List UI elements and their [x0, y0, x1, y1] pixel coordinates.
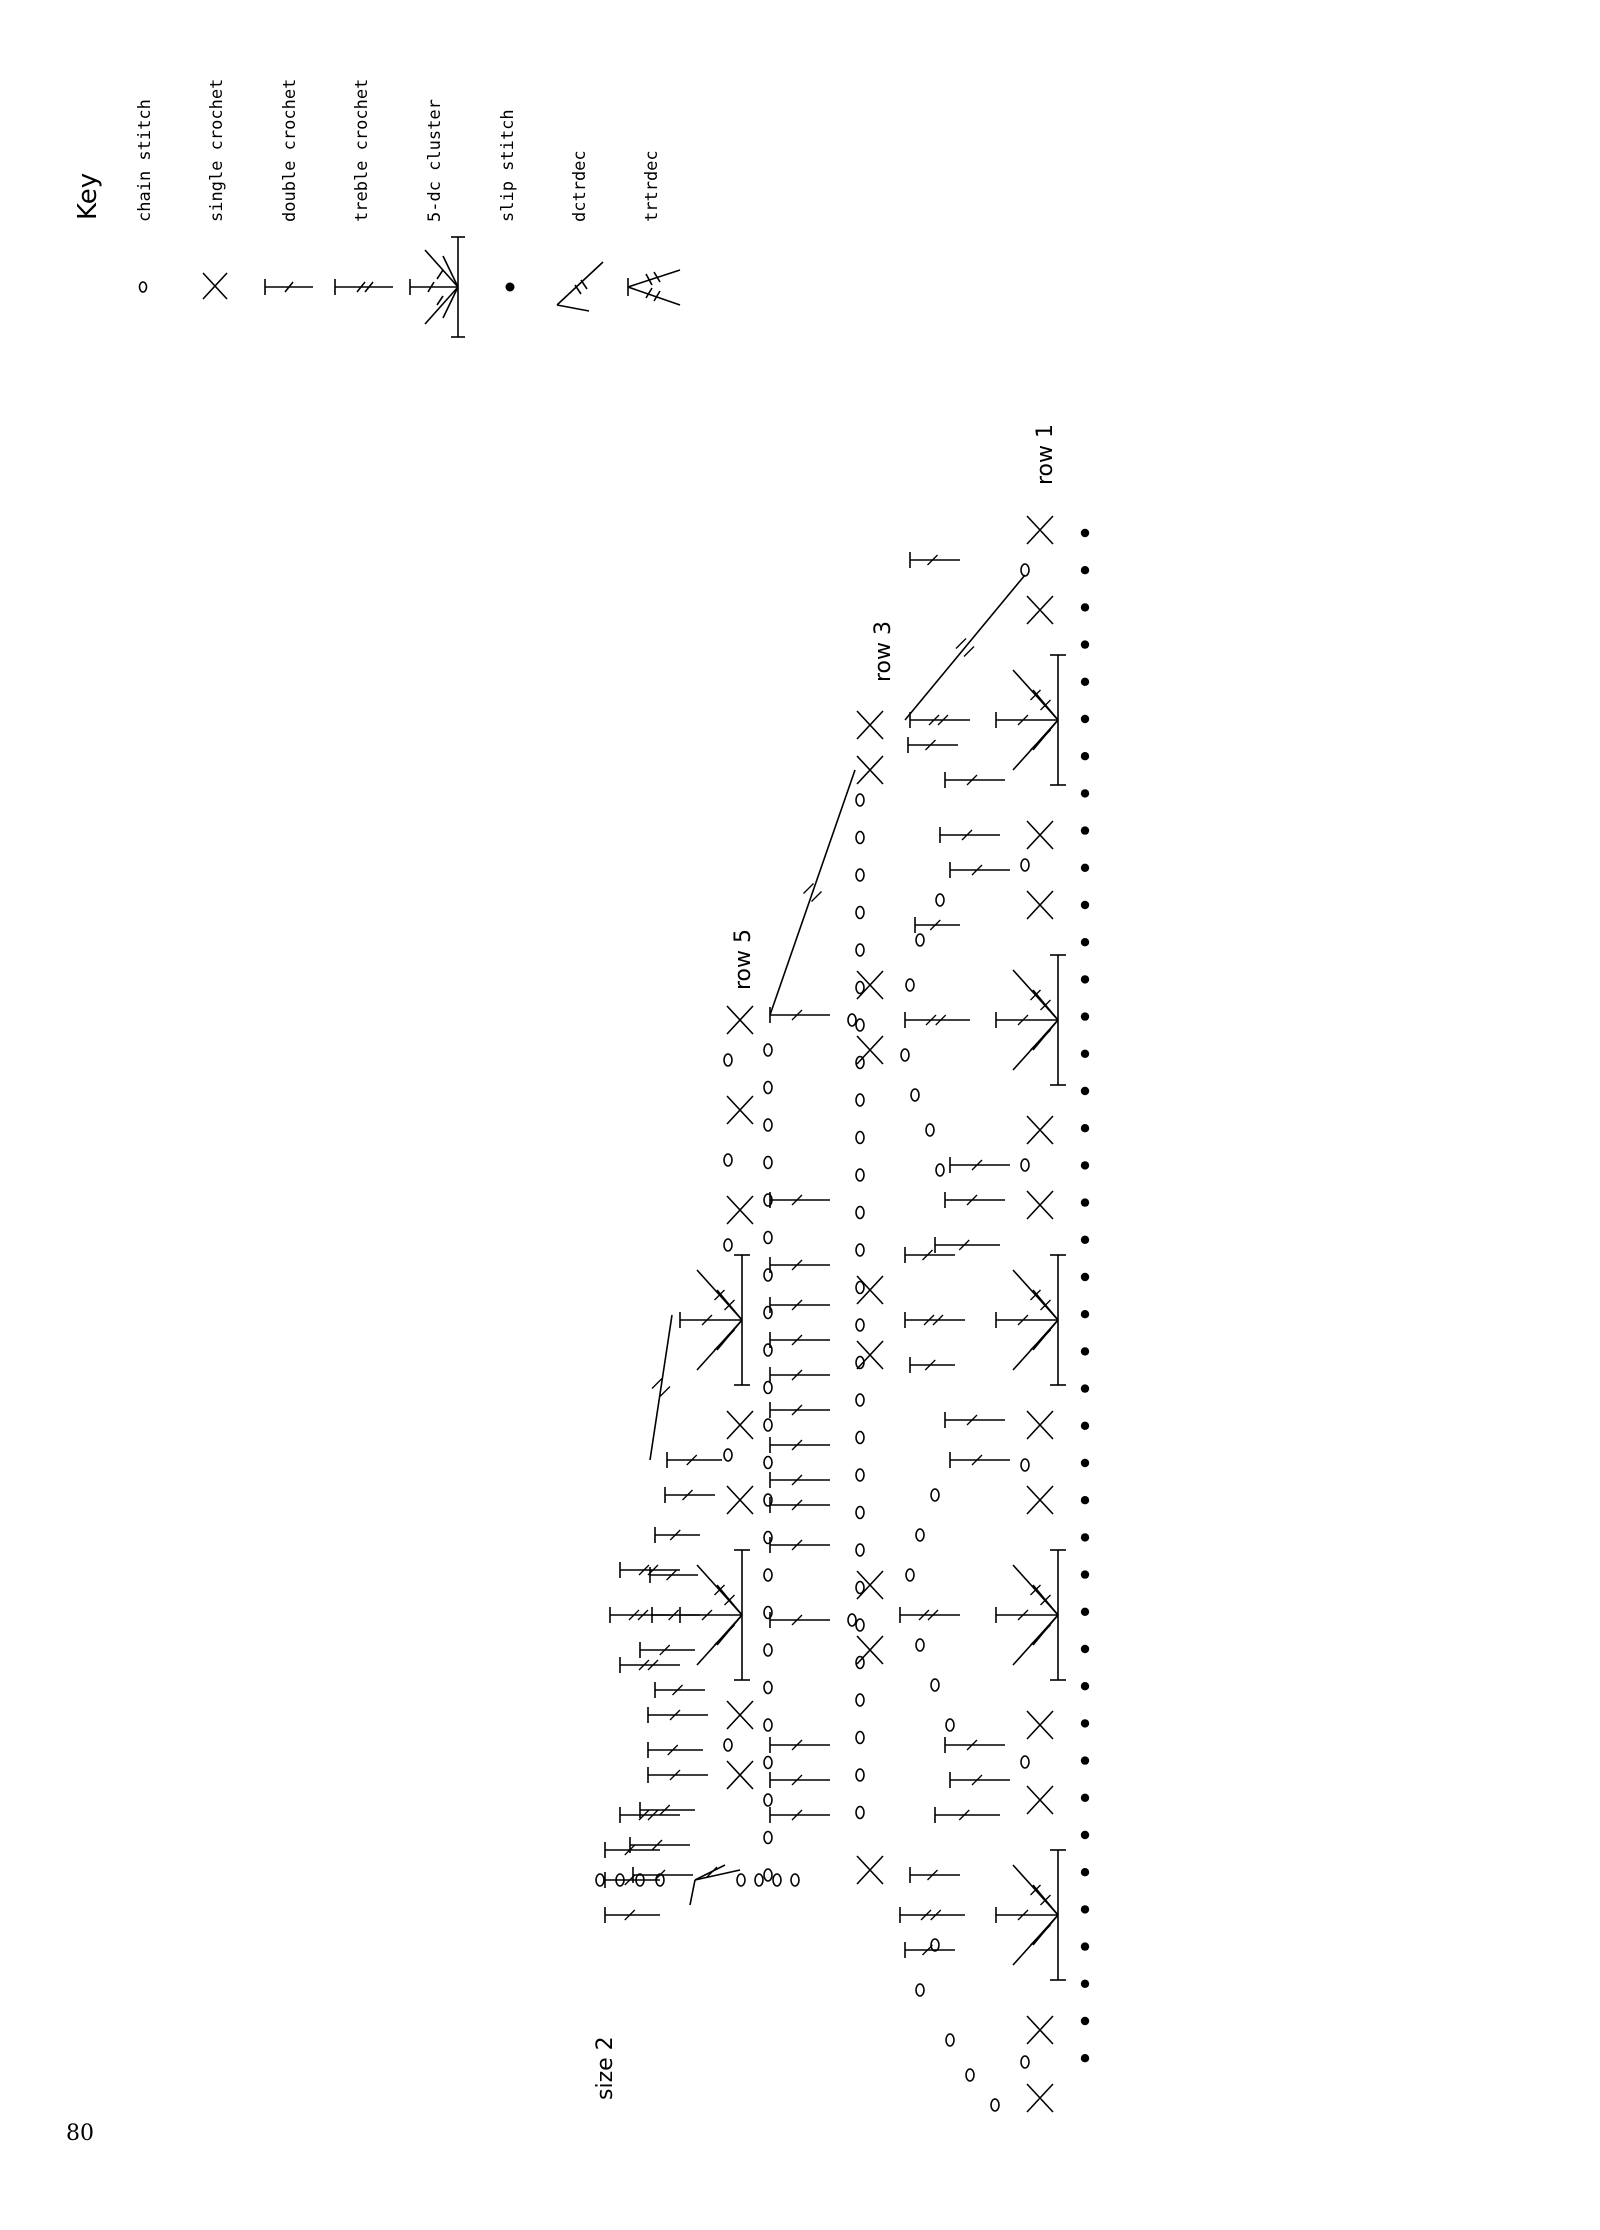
slip-stitch-mark	[1081, 529, 1089, 537]
chain-stitch-mark	[1021, 564, 1029, 576]
chain-stitch-mark	[906, 1569, 914, 1581]
double-crochet-mark	[770, 1537, 830, 1553]
chain-stitch-mark	[724, 1054, 732, 1066]
chain-stitch-mark	[1021, 1159, 1029, 1171]
slip-stitch-mark	[1081, 1756, 1089, 1764]
chain-stitch-mark	[764, 1157, 772, 1169]
chain-stitch-mark	[856, 1807, 864, 1819]
slip-stitch-mark	[1081, 826, 1089, 834]
double-crochet-mark	[908, 737, 958, 753]
chain-stitch-mark	[755, 1874, 763, 1886]
decrease-stroke	[650, 1315, 672, 1460]
chain-stitch-mark	[724, 1239, 732, 1251]
double-crochet-mark	[950, 1772, 1010, 1788]
treble-crochet-mark	[905, 1312, 965, 1328]
slip-stitch-mark	[1081, 1198, 1089, 1206]
chain-stitch-mark	[764, 1794, 772, 1806]
key-slip-icon	[506, 283, 515, 292]
single-crochet-mark	[1027, 891, 1053, 919]
single-crochet-mark	[1027, 1191, 1053, 1219]
cluster-mark	[996, 655, 1066, 785]
stitch-tick	[1031, 1340, 1041, 1350]
single-crochet-mark	[727, 1411, 753, 1439]
chain-stitch-mark	[916, 1984, 924, 1996]
slip-stitch-mark	[1081, 1942, 1089, 1950]
single-crochet-mark	[1027, 2084, 1053, 2112]
stitch-tick	[1031, 1040, 1041, 1050]
chain-stitch-mark	[856, 944, 864, 956]
chain-stitch-mark	[856, 1694, 864, 1706]
single-crochet-mark	[1027, 2016, 1053, 2044]
slip-stitch-mark	[1081, 1794, 1089, 1802]
chain-stitch-mark	[724, 1154, 732, 1166]
chain-stitch-mark	[764, 1082, 772, 1094]
slip-stitch-mark	[1081, 864, 1089, 872]
slip-stitch-mark	[1081, 1496, 1089, 1504]
slip-stitch-mark	[1081, 789, 1089, 797]
slip-stitch-mark	[1081, 1273, 1089, 1281]
stitch-tick	[725, 1330, 735, 1340]
chain-stitch-mark	[856, 1619, 864, 1631]
chain-stitch-mark	[764, 1832, 772, 1844]
decrease-mark	[690, 1865, 740, 1905]
single-crochet-mark	[727, 1196, 753, 1224]
chain-stitch-mark	[848, 1614, 856, 1626]
double-crochet-mark	[770, 1612, 830, 1628]
key-label-chain: chain stitch	[135, 99, 155, 222]
double-crochet-mark	[770, 1772, 830, 1788]
chain-stitch-mark	[856, 794, 864, 806]
stitch-stroke	[905, 575, 1025, 720]
chain-stitch-mark	[856, 907, 864, 919]
single-crochet-mark	[857, 1571, 883, 1599]
slip-stitch-mark	[1081, 678, 1089, 686]
chain-stitch-mark	[856, 1057, 864, 1069]
double-crochet-mark	[770, 1257, 830, 1273]
double-crochet-mark	[655, 1527, 700, 1543]
single-crochet-mark	[1027, 1786, 1053, 1814]
chain-stitch-mark	[966, 2069, 974, 2081]
stitch-tick	[715, 1635, 725, 1645]
chain-stitch-mark	[764, 1644, 772, 1656]
chain-stitch-mark	[856, 1544, 864, 1556]
stitch-stroke	[770, 770, 855, 1015]
slip-stitch-mark	[1081, 1980, 1089, 1988]
double-crochet-mark	[770, 1497, 830, 1513]
single-crochet-mark	[857, 756, 883, 784]
double-crochet-mark	[648, 1767, 708, 1783]
stitch-stroke	[690, 1880, 695, 1905]
chain-stitch-mark	[856, 1019, 864, 1031]
stitch-stroke	[695, 1870, 740, 1880]
single-crochet-mark	[857, 1341, 883, 1369]
stitch-tick	[1041, 1625, 1051, 1635]
chain-stitch-mark	[936, 1164, 944, 1176]
slip-stitch-mark	[1081, 1608, 1089, 1616]
chain-stitch-mark	[724, 1449, 732, 1461]
chain-stitch-mark	[848, 1014, 856, 1026]
double-crochet-mark	[640, 1642, 695, 1658]
single-crochet-mark	[727, 1486, 753, 1514]
slip-stitch-mark	[1081, 1310, 1089, 1318]
row-5-label: row 5	[731, 928, 756, 990]
treble-crochet-mark	[910, 712, 970, 728]
chain-stitch-mark	[856, 1657, 864, 1669]
single-crochet-mark	[727, 1096, 753, 1124]
chain-stitch-mark	[946, 1719, 954, 1731]
slip-stitch-mark	[1081, 1570, 1089, 1578]
double-crochet-mark	[770, 1807, 830, 1823]
slip-stitch-mark	[1081, 1236, 1089, 1244]
slip-stitch-mark	[1081, 715, 1089, 723]
single-crochet-mark	[1027, 1116, 1053, 1144]
double-crochet-mark	[910, 1867, 960, 1883]
chain-stitch-mark	[931, 1679, 939, 1691]
single-crochet-mark	[857, 1856, 883, 1884]
treble-crochet-mark	[620, 1657, 680, 1673]
chain-stitch-mark	[764, 1682, 772, 1694]
treble-crochet-mark	[900, 1907, 965, 1923]
chain-stitch-mark	[1021, 1756, 1029, 1768]
chain-stitch-mark	[901, 1049, 909, 1061]
key-label-tr: treble crochet	[352, 78, 372, 222]
stitch-tick	[715, 1340, 725, 1350]
stitch-tick	[1041, 1925, 1051, 1935]
chain-stitch-mark	[764, 1269, 772, 1281]
treble-crochet-mark	[905, 1012, 970, 1028]
chain-stitch-mark	[906, 979, 914, 991]
chain-stitch-mark	[856, 1244, 864, 1256]
double-crochet-mark	[770, 1472, 830, 1488]
chain-stitch-mark	[856, 1769, 864, 1781]
slip-stitch-mark	[1081, 975, 1089, 983]
chain-stitch-mark	[764, 1382, 772, 1394]
double-crochet-mark	[605, 1907, 660, 1923]
chain-stitch-mark	[911, 1089, 919, 1101]
cluster-mark	[996, 1255, 1066, 1385]
double-crochet-mark	[655, 1682, 705, 1698]
double-crochet-mark	[945, 772, 1005, 788]
single-crochet-mark	[727, 1006, 753, 1034]
single-crochet-mark	[857, 1036, 883, 1064]
treble-crochet-mark	[610, 1607, 670, 1623]
double-crochet-mark	[945, 1412, 1005, 1428]
slip-stitch-mark	[1081, 1459, 1089, 1467]
chain-stitch-mark	[936, 894, 944, 906]
slip-stitch-mark	[1081, 640, 1089, 648]
chain-stitch-mark	[926, 1124, 934, 1136]
chain-stitch-mark	[856, 1094, 864, 1106]
key-label-cluster: 5-dc cluster	[425, 99, 445, 222]
chain-stitch-mark	[596, 1874, 604, 1886]
single-crochet-mark	[727, 1701, 753, 1729]
single-crochet-mark	[857, 1636, 883, 1664]
chain-stitch-mark	[856, 1507, 864, 1519]
chain-stitch-mark	[856, 1282, 864, 1294]
cluster-mark	[996, 955, 1066, 1085]
chain-stitch-mark	[916, 1529, 924, 1541]
chain-stitch-mark	[916, 934, 924, 946]
double-crochet-mark	[945, 1737, 1005, 1753]
key-dc-icon	[265, 279, 313, 295]
cluster-mark	[996, 1550, 1066, 1680]
single-crochet-mark	[857, 711, 883, 739]
double-crochet-mark	[770, 1297, 830, 1313]
double-crochet-mark	[770, 1332, 830, 1348]
chain-stitch-mark	[773, 1874, 781, 1886]
double-crochet-mark	[915, 917, 960, 933]
chain-stitch-mark	[764, 1232, 772, 1244]
stitch-tick	[1041, 1330, 1051, 1340]
chain-stitch-mark	[764, 1719, 772, 1731]
double-crochet-mark	[770, 1192, 830, 1208]
chain-stitch-mark	[856, 982, 864, 994]
slip-stitch-mark	[1081, 566, 1089, 574]
decrease-stroke	[770, 770, 855, 1015]
slip-stitch-mark	[1081, 2017, 1089, 2025]
double-crochet-mark	[905, 1247, 955, 1263]
chain-stitch-mark	[764, 1457, 772, 1469]
chain-stitch-mark	[1021, 2056, 1029, 2068]
key-label-trtrdec: trtrdec	[642, 150, 662, 222]
key-label-sc: single crochet	[207, 78, 227, 222]
single-crochet-mark	[1027, 596, 1053, 624]
chain-stitch-mark	[856, 1319, 864, 1331]
single-crochet-mark	[727, 1761, 753, 1789]
slip-stitch-mark	[1081, 1645, 1089, 1653]
stitch-tick	[1031, 1635, 1041, 1645]
key-dctrdec-icon	[557, 262, 603, 311]
key-label-dc: double crochet	[280, 78, 300, 222]
slip-stitch-mark	[1081, 1422, 1089, 1430]
chain-stitch-mark	[737, 1874, 745, 1886]
key-panel	[73, 79, 680, 337]
slip-stitch-mark	[1081, 1012, 1089, 1020]
double-crochet-mark	[665, 1487, 715, 1503]
chain-stitch-mark	[764, 1869, 772, 1881]
slip-stitch-mark	[1081, 1533, 1089, 1541]
chain-stitch-mark	[856, 1132, 864, 1144]
double-crochet-mark	[935, 1237, 1000, 1253]
slip-stitch-mark	[1081, 1124, 1089, 1132]
double-crochet-mark	[648, 1742, 703, 1758]
double-crochet-mark	[648, 1707, 708, 1723]
double-crochet-mark	[940, 827, 1000, 843]
chain-stitch-mark	[724, 1739, 732, 1751]
double-crochet-mark	[945, 1192, 1005, 1208]
slip-stitch-mark	[1081, 938, 1089, 946]
treble-crochet-mark	[900, 1607, 960, 1623]
slip-stitch-mark	[1081, 1384, 1089, 1392]
chain-stitch-mark	[931, 1489, 939, 1501]
stitch-tick	[1041, 1030, 1051, 1040]
key-sc-icon	[203, 273, 227, 299]
slip-stitch-mark	[1081, 1868, 1089, 1876]
slip-stitch-mark	[1081, 1347, 1089, 1355]
chain-stitch-mark	[764, 1119, 772, 1131]
crochet-chart	[596, 516, 1089, 2112]
slip-stitch-mark	[1081, 603, 1089, 611]
chain-stitch-mark	[916, 1639, 924, 1651]
slip-stitch-mark	[1081, 1161, 1089, 1169]
chain-stitch-mark	[856, 1394, 864, 1406]
chain-stitch-mark	[856, 869, 864, 881]
chain-stitch-mark	[764, 1757, 772, 1769]
stitch-tick	[725, 1625, 735, 1635]
slip-stitch-mark	[1081, 1905, 1089, 1913]
decrease-stroke	[905, 575, 1025, 720]
slip-stitch-mark	[1081, 1719, 1089, 1727]
single-crochet-mark	[857, 971, 883, 999]
key-trtrdec-icon	[628, 270, 680, 305]
chain-stitch-mark	[764, 1419, 772, 1431]
chain-stitch-mark	[856, 1469, 864, 1481]
single-crochet-mark	[1027, 1411, 1053, 1439]
size-label: size 2	[593, 2036, 618, 2100]
slip-stitch-mark	[1081, 1682, 1089, 1690]
slip-stitch-mark	[1081, 901, 1089, 909]
stitch-stroke	[695, 1865, 725, 1880]
double-crochet-mark	[770, 1367, 830, 1383]
slip-stitch-mark	[1081, 752, 1089, 760]
double-crochet-mark	[910, 1357, 955, 1373]
stitch-tick	[1031, 740, 1041, 750]
chain-stitch-mark	[856, 1582, 864, 1594]
double-crochet-mark	[910, 552, 960, 568]
chain-stitch-mark	[764, 1044, 772, 1056]
chain-stitch-mark	[1021, 859, 1029, 871]
page-number: 80	[66, 2121, 94, 2146]
cluster-mark	[680, 1255, 750, 1385]
chain-stitch-mark	[856, 1432, 864, 1444]
double-crochet-mark	[905, 1942, 955, 1958]
single-crochet-mark	[1027, 1486, 1053, 1514]
key-title: Key	[73, 172, 103, 220]
key-tr-icon	[335, 279, 393, 295]
stitch-tick	[1031, 1935, 1041, 1945]
key-cluster-icon	[410, 237, 465, 337]
key-label-dctrdec: dctrdec	[570, 150, 590, 222]
double-crochet-mark	[770, 1737, 830, 1753]
slip-stitch-mark	[1081, 2054, 1089, 2062]
row-3-label: row 3	[871, 620, 896, 682]
slip-stitch-mark	[1081, 1050, 1089, 1058]
chain-stitch-mark	[764, 1569, 772, 1581]
double-crochet-mark	[667, 1452, 722, 1468]
double-crochet-mark	[770, 1437, 830, 1453]
slip-stitch-mark	[1081, 1087, 1089, 1095]
single-crochet-mark	[1027, 821, 1053, 849]
double-crochet-mark	[950, 862, 1010, 878]
chain-stitch-mark	[1021, 1459, 1029, 1471]
row-1-label: row 1	[1033, 423, 1058, 485]
single-crochet-mark	[857, 1276, 883, 1304]
chain-stitch-mark	[856, 832, 864, 844]
chain-stitch-mark	[856, 1207, 864, 1219]
chain-stitch-mark	[946, 2034, 954, 2046]
double-crochet-mark	[770, 1007, 830, 1023]
stitch-tick	[1041, 730, 1051, 740]
double-crochet-mark	[770, 1402, 830, 1418]
chain-stitch-mark	[764, 1344, 772, 1356]
key-chain-icon	[140, 282, 147, 292]
chain-stitch-mark	[856, 1169, 864, 1181]
single-crochet-mark	[1027, 516, 1053, 544]
double-crochet-mark	[950, 1452, 1010, 1468]
single-crochet-mark	[1027, 1711, 1053, 1739]
chain-stitch-mark	[856, 1732, 864, 1744]
slip-stitch-mark	[1081, 1831, 1089, 1839]
double-crochet-mark	[950, 1157, 1010, 1173]
double-crochet-mark	[935, 1807, 1000, 1823]
cluster-mark	[996, 1850, 1066, 1980]
key-label-slip: slip stitch	[498, 109, 518, 222]
chain-stitch-mark	[791, 1874, 799, 1886]
chain-stitch-mark	[991, 2099, 999, 2111]
